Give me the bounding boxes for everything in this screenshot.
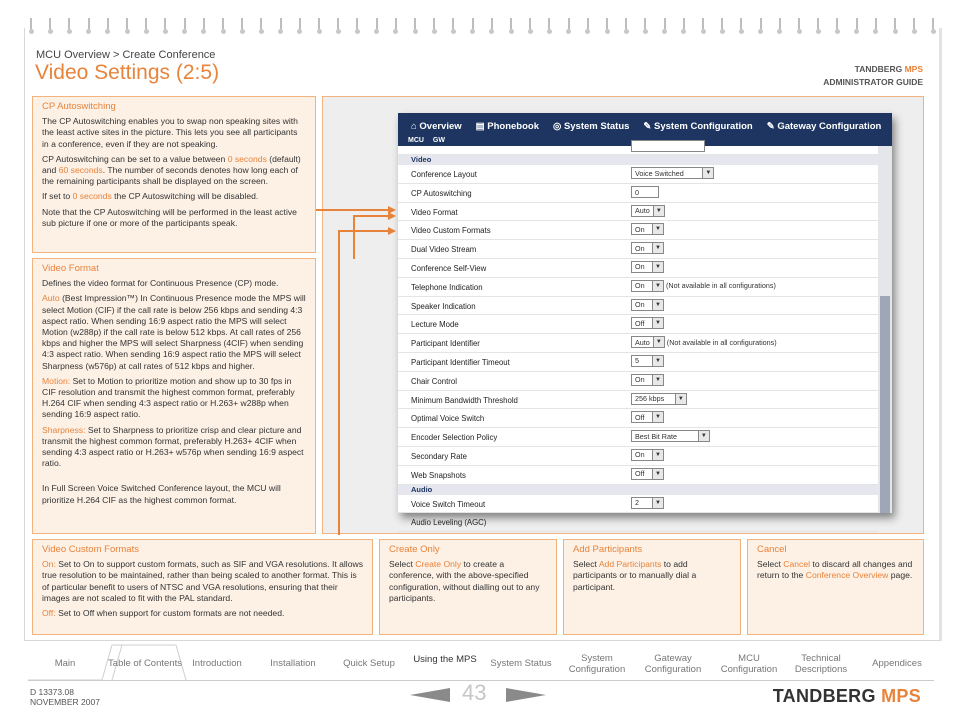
chevron-down-icon: ▼: [652, 412, 663, 422]
form-row: [398, 259, 878, 278]
arrowhead-video-format: [388, 212, 396, 220]
chevron-down-icon: ▼: [652, 469, 663, 479]
chapter-tab-1[interactable]: Table of Contents: [108, 658, 182, 669]
video-custom-formats-box: [32, 539, 373, 635]
form-row: [398, 278, 878, 297]
form-row: [398, 495, 878, 514]
chevron-down-icon: ▼: [652, 224, 663, 234]
form-row-label: Conference Self-View: [411, 263, 487, 273]
page-number: 43: [462, 680, 487, 705]
video-format-heading: Video Format: [42, 263, 99, 274]
page-title: Video Settings (2:5): [35, 61, 220, 84]
form-row: [398, 240, 878, 259]
chevron-down-icon: ▼: [652, 356, 663, 366]
arrow-custom-formats-v: [338, 230, 340, 535]
form-row-label: Chair Control: [411, 376, 457, 386]
form-row-cut: [398, 146, 878, 155]
next-page-arrow-icon[interactable]: [506, 688, 546, 702]
form-row: [398, 221, 878, 240]
chapter-tabs: [28, 643, 934, 683]
add-participants-heading: Add Participants: [573, 544, 643, 555]
select-control[interactable]: 256 kbps ▼: [631, 393, 687, 405]
form-row-label: Lecture Mode: [411, 320, 459, 330]
chevron-down-icon: ▼: [652, 450, 663, 460]
form-row-label: Speaker Indication: [411, 301, 476, 311]
form-row-label: Audio Leveling (AGC): [411, 518, 487, 528]
arrow-custom-formats-h: [338, 230, 390, 232]
brand-name: TANDBERG: [854, 64, 903, 74]
select-control[interactable]: Voice Switched ▼: [631, 167, 714, 179]
chapter-tab-5[interactable]: Using the MPS: [413, 654, 477, 665]
select-control[interactable]: Off ▼: [631, 468, 664, 480]
section-audio: Audio: [398, 485, 878, 495]
select-control[interactable]: On ▼: [631, 280, 664, 292]
select-control[interactable]: On ▼: [631, 261, 664, 273]
cp-autoswitching-input[interactable]: 0: [631, 186, 659, 198]
form-row-label: Conference Layout: [411, 170, 477, 179]
form-row-label: Participant Identifier Timeout: [411, 357, 510, 367]
sub-tab-mcu[interactable]: MCU: [408, 137, 424, 144]
form-row-label: Web Snapshots: [411, 470, 466, 480]
select-control[interactable]: Auto ▼: [631, 205, 665, 217]
form-row-label: Dual Video Stream: [411, 245, 477, 255]
video-custom-formats-on: On: Set to On to support custom formats, such as SIF and VGA resolutions. It allows true resolution to be maintained, rather than being scaled to another format. This is of particular benefit to users of NTSC and VGA resolutions, ensuring that their images are not scaled to fit with the PAL standard.: [42, 559, 363, 603]
previous-page-arrow-icon[interactable]: [410, 688, 450, 702]
video-format-last: In Full Screen Voice Switched Conference layout, the MCU will prioritize H.264 CIF as the highest common format.: [42, 483, 281, 505]
arrow-video-format-h: [353, 215, 390, 217]
form-row: [398, 297, 878, 316]
select-control[interactable]: On ▼: [631, 299, 664, 311]
billing-code-input[interactable]: [631, 140, 705, 152]
nav-tab-overview[interactable]: ⌂ Overview: [404, 119, 469, 135]
video-custom-formats-heading: Video Custom Formats: [42, 544, 139, 555]
select-control[interactable]: On ▼: [631, 242, 664, 254]
chevron-down-icon: ▼: [653, 206, 664, 216]
breadcrumb[interactable]: MCU Overview > Create Conference: [36, 49, 216, 61]
form-row: [398, 428, 878, 447]
create-only-text: Select Create Only to create a conference, with the above-specified configuration, without dialling out to any participants.: [389, 559, 540, 603]
form-row-label: Encoder Selection Policy: [411, 433, 498, 443]
doc-id: D 13373.08: [30, 687, 74, 697]
cp-autoswitching-p4: Note that the CP Autoswitching will be performed in the least active sub picture if one or more of the participants speak.: [42, 206, 297, 228]
chapter-tab-2[interactable]: Introduction: [192, 658, 242, 669]
form-row-label: CP Autoswitching: [411, 188, 472, 198]
create-only-heading: Create Only: [389, 544, 440, 555]
chevron-down-icon: ▼: [702, 168, 713, 178]
chevron-down-icon: ▼: [653, 337, 664, 347]
cp-autoswitching-p1: The CP Autoswitching enables you to swap non speaking sites with the least active sites in the picture. This lets you see all participants in a conference, even if they are not speaking.: [42, 116, 298, 149]
form-row: [398, 353, 878, 372]
form-row-label: Participant Identifier: [411, 339, 480, 349]
chapter-tab-7[interactable]: System Configuration: [568, 652, 626, 675]
settings-screenshot: [398, 113, 892, 528]
nav-tab-phonebook[interactable]: ▤ Phonebook: [475, 121, 539, 132]
cp-autoswitching-heading: CP Autoswitching: [42, 101, 116, 112]
select-control[interactable]: On ▼: [631, 223, 664, 235]
chapter-tab-0[interactable]: Main: [54, 658, 76, 669]
form-row: [398, 203, 878, 222]
sub-tab-gw[interactable]: GW: [432, 137, 445, 144]
form-row-label: Minimum Bandwidth Threshold: [411, 395, 518, 405]
cancel-text: Select Cancel to discard all changes and return to the Conference Overview page.: [757, 559, 913, 581]
chevron-down-icon: ▼: [652, 318, 663, 328]
document-id: [30, 687, 100, 707]
scrollbar-thumb[interactable]: [880, 296, 890, 513]
chevron-down-icon: ▼: [652, 300, 663, 310]
video-format-sharpness: Sharpness: Set to Sharpness to prioritize crisp and clear picture and transmit the highest common format, preferably H.263+ 4CIF when sending 4:3 aspect ratio or H.263+ w576p when sending 16:9 aspect ratio.: [42, 424, 304, 469]
nav-tab-gateway-configuration[interactable]: ✎ Gateway Configuration: [766, 121, 882, 132]
form-row: [398, 165, 878, 184]
chapter-tab-9[interactable]: MCU Configuration: [720, 652, 778, 675]
screenshot-navbar: [398, 113, 892, 135]
chapter-tab-10[interactable]: Technical Descriptions: [794, 652, 848, 675]
form-row-label: Optimal Voice Switch: [411, 414, 485, 424]
chevron-down-icon: ▼: [698, 431, 709, 441]
cp-autoswitching-box: [32, 96, 316, 253]
select-control[interactable]: 2 ▼: [631, 497, 664, 509]
nav-tab-system-configuration[interactable]: ✎ System Configuration: [643, 121, 753, 132]
arrow-cp-autoswitching: [316, 209, 390, 211]
chevron-down-icon: ▼: [652, 243, 663, 253]
add-participants-box: [563, 539, 741, 635]
form-row: [398, 315, 878, 334]
chevron-down-icon: ▼: [675, 394, 686, 404]
form-row: [398, 466, 878, 485]
availability-note: (Not available in all configurations): [666, 337, 777, 347]
select-control[interactable]: On ▼: [631, 374, 664, 386]
select-control[interactable]: Off ▼: [631, 317, 664, 329]
doc-date: NOVEMBER 2007: [30, 697, 100, 707]
brand-header: [823, 63, 923, 89]
chapter-tab-3[interactable]: Installation: [270, 658, 316, 669]
cp-autoswitching-p2: CP Autoswitching can be set to a value between 0 seconds (default) and 60 seconds. The number of seconds denotes how long each of the remaining participants shall be displayed on the screen.: [42, 153, 301, 187]
form-row: [398, 447, 878, 466]
section-video: Video: [398, 155, 878, 165]
form-row: [398, 334, 878, 353]
availability-note: (Not available in all configurations): [666, 281, 776, 291]
form-row: [398, 391, 878, 410]
create-only-box: [379, 539, 557, 635]
tandberg-logo[interactable]: TANDBERG MPS: [772, 686, 921, 706]
cancel-heading: Cancel: [757, 544, 787, 555]
cp-autoswitching-p3: If set to 0 seconds the CP Autoswitching will be disabled.: [42, 191, 259, 202]
select-control[interactable]: On ▼: [631, 449, 664, 461]
chevron-down-icon: ▼: [652, 281, 663, 291]
nav-tab-system-status[interactable]: ◎ System Status: [553, 121, 630, 132]
video-format-p1: Defines the video format for Continuous Presence (CP) mode.: [42, 278, 279, 289]
video-format-motion: Motion: Set to Motion to prioritize motion and show up to 30 fps in CIF resolution and transmit the highest common format, preferably H.264 CIF when sending 4:3 aspect ratio or H.263+ w288p when sending 16:9 aspect ratio.: [42, 375, 295, 420]
brand-product: MPS: [904, 64, 923, 74]
form-row-label: Video Format: [411, 207, 458, 217]
select-control[interactable]: Best Bit Rate ▼: [631, 430, 710, 442]
form-row-label: Secondary Rate: [411, 451, 467, 461]
chapter-tab-6[interactable]: System Status: [490, 658, 552, 669]
select-control[interactable]: Off ▼: [631, 411, 664, 423]
chevron-down-icon: ▼: [652, 375, 663, 385]
form-row: [398, 184, 878, 203]
form-row-label: Voice Switch Timeout: [411, 499, 486, 509]
add-participants-text: Select Add Participants to add participants or to manually dial a participant.: [573, 559, 697, 592]
chevron-down-icon: ▼: [652, 498, 663, 508]
select-control[interactable]: 5 ▼: [631, 355, 664, 367]
guide-label: ADMINISTRATOR GUIDE: [823, 77, 923, 87]
arrow-video-format-v: [353, 215, 355, 259]
chevron-down-icon: ▼: [652, 262, 663, 272]
cancel-box: [747, 539, 924, 635]
chapter-tab-8[interactable]: Gateway Configuration: [644, 652, 702, 675]
chapter-tab-4[interactable]: Quick Setup: [343, 658, 395, 669]
form-row: [398, 513, 878, 532]
chapter-tab-11[interactable]: Appendices: [872, 658, 922, 669]
form-row-label: Telephone Indication: [411, 282, 483, 292]
arrowhead-custom-formats: [388, 227, 396, 235]
settings-form: [398, 146, 878, 528]
video-format-auto: Auto (Best Impression™) In Continuous Presence mode the MPS will select Motion (CIF) if the call rate is below 256 kbps and sending 4:3 aspect ratio. When sending 16:9 aspect ratio the MPS will select Motion (w288p) if the call rate is below 512 kbps. At call rates of 256 kbps and higher the MPS will select Sharpness (4CIF) when sending 4:3 aspect ratio. When sending 16:9 aspect ratio the MPS will select Sharpness (w576p) at call rates of 512 kbps and higher.: [42, 293, 306, 371]
video-format-box: [32, 258, 316, 534]
form-row: [398, 409, 878, 428]
form-row-label: Video Custom Formats: [411, 226, 491, 236]
video-custom-formats-off: Off: Set to Off when support for custom formats are not needed.: [42, 608, 285, 619]
form-row: [398, 372, 878, 391]
select-control[interactable]: Auto ▼: [631, 336, 665, 348]
